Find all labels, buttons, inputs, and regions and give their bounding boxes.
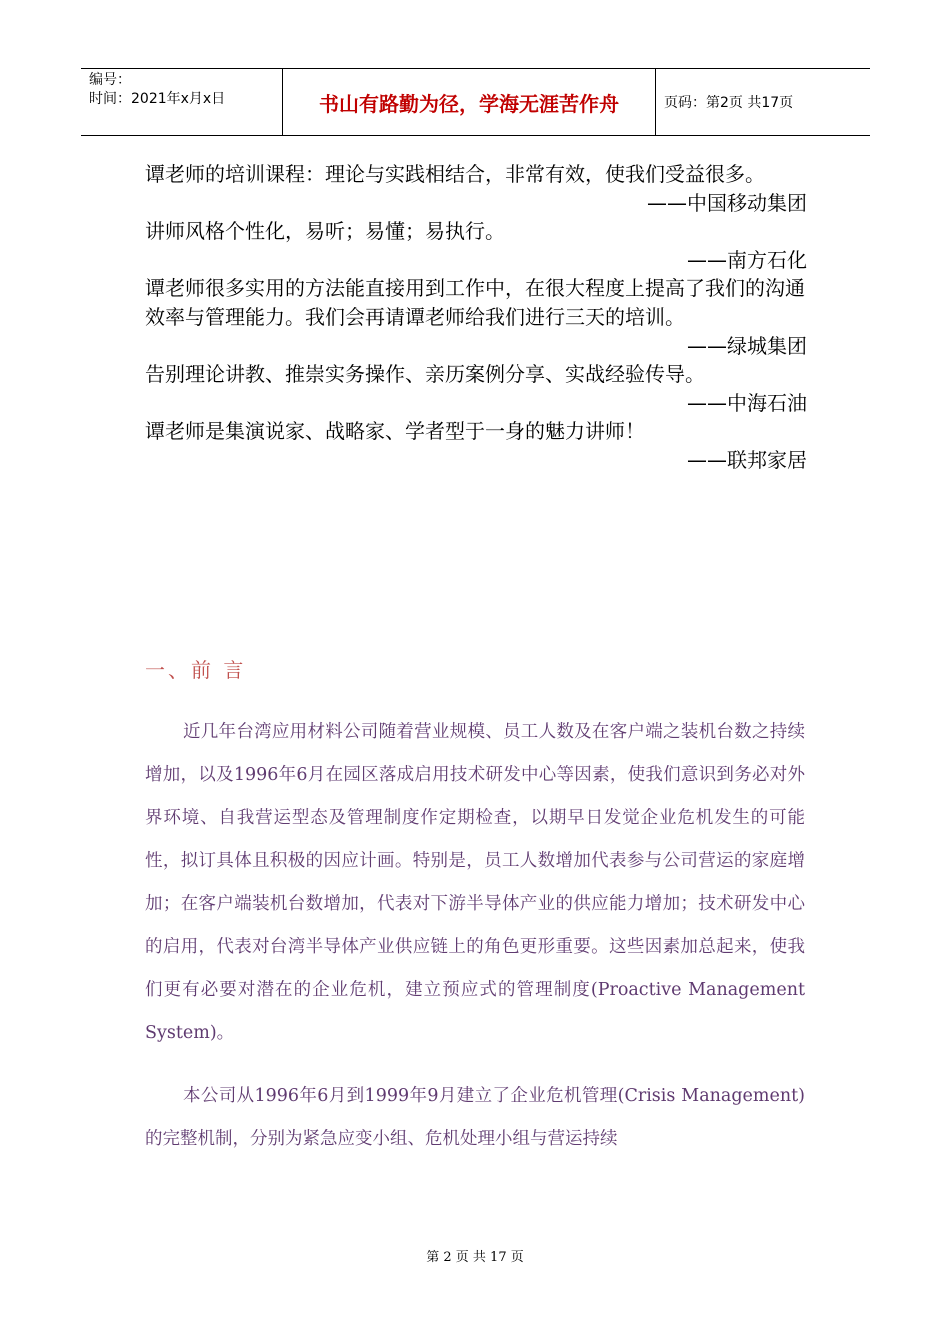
header-page-info: 页码：第2页 共17页 <box>664 95 794 111</box>
testimonial-text: 谭老师很多实用的方法能直接用到工作中，在很大程度上提高了我们的沟通效率与管理能力。我们会再请谭老师给我们进行三天的培训。 <box>145 276 805 329</box>
document-time-label: 时间：2021年x月x日 <box>89 91 226 107</box>
page-footer: 第 2 页 共 17 页 <box>426 1250 524 1265</box>
header-table <box>81 68 870 136</box>
testimonial-text: 讲师风格个性化，易听；易懂；易执行。 <box>145 219 505 244</box>
testimonial-text: 告别理论讲教、推崇实务操作、亲历案例分享、实战经验传导。 <box>145 362 705 387</box>
testimonial-source: ——中国移动集团 <box>647 190 807 215</box>
testimonial-source: ——联邦家居 <box>687 447 807 472</box>
testimonial-source: ——中海石油 <box>687 390 807 415</box>
testimonial-source: ——绿城集团 <box>687 333 807 358</box>
header-meta <box>81 69 282 135</box>
testimonials <box>145 160 807 475</box>
testimonial-text: 谭老师的培训课程：理论与实践相结合，非常有效，使我们受益很多。 <box>145 162 765 186</box>
document-number-label: 编号： <box>89 72 131 88</box>
section-title: 一、前 言 <box>145 658 247 682</box>
header-motto: 书山有路勤为径，学海无涯苦作舟 <box>282 69 656 135</box>
body-paragraph: 本公司从1996年6月到1999年9月建立了企业危机管理(Crisis Management)的完整机制，分别为紧急应变小组、危机处理小组与营运持续 <box>145 1086 805 1149</box>
testimonial-source: ——南方石化 <box>687 247 807 272</box>
body-paragraph: 近几年台湾应用材料公司随着营业规模、员工人数及在客户端之装机台数之持续增加，以及1996年6月在园区落成启用技术研发中心等因素，使我们意识到务必对外界环境、自我营运型态及管理制度作定期检查，以期早日发觉企业危机发生的可能性，拟订具体且积极的因应计画。特别是，员工人数增加代表参与公司营运的家庭增加；在客户端装机台数增加，代表对下游半导体产业的供应能力增加；技术研发中心的启用，代表对台湾半导体产业供应链上的角色更形重要。这些因素加总起来，使我们更有必要对潜在的企业危机，建立预应式的管理制度(Proactive Management System)。 <box>145 722 805 1043</box>
testimonial-text: 谭老师是集演说家、战略家、学者型于一身的魅力讲师！ <box>145 419 645 444</box>
